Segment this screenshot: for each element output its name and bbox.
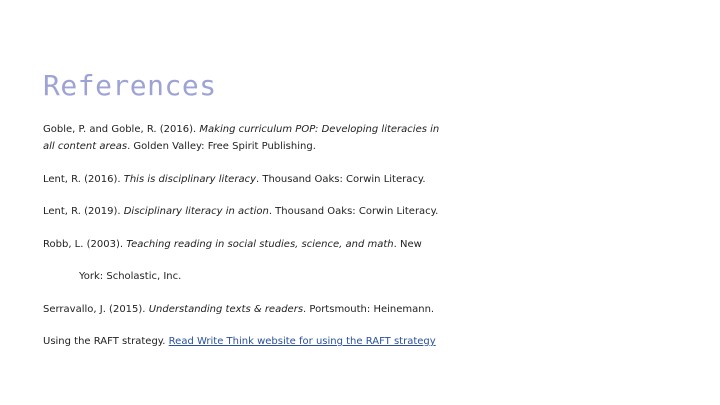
- reference-goble-title-part2: all content areas: [43, 141, 128, 152]
- reference-lent-2019: [43, 203, 438, 221]
- reference-goble-prefix: Goble, P. and Goble, R. (2016).: [43, 124, 197, 135]
- reference-robb-line1: [43, 236, 422, 254]
- reference-raft-prefix: Using the RAFT strategy.: [43, 336, 166, 347]
- reference-serravallo: [43, 301, 434, 319]
- reference-lent-2016-suffix: . Thousand Oaks: Corwin Literacy.: [256, 174, 426, 185]
- reference-lent-2019-suffix: . Thousand Oaks: Corwin Literacy.: [268, 206, 439, 217]
- reference-serravallo-prefix: Serravallo, J. (2015).: [43, 304, 146, 315]
- reference-goble-line1: [43, 121, 439, 139]
- reference-robb-title: Teaching reading in social studies, science, and math: [126, 239, 394, 250]
- reference-lent-2019-title: Disciplinary literacy in action: [123, 206, 269, 217]
- reference-raft: [43, 333, 436, 351]
- reference-goble-suffix: . Golden Valley: Free Spirit Publishing.: [127, 141, 316, 152]
- reference-goble-line2: [43, 138, 316, 156]
- reference-lent-2016-prefix: Lent, R. (2016).: [43, 174, 121, 185]
- reference-goble-title-part1: Making curriculum POP: Developing literacies in: [199, 124, 440, 135]
- reference-lent-2019-prefix: Lent, R. (2019).: [43, 206, 121, 217]
- reference-serravallo-title: Understanding texts & readers: [148, 304, 304, 315]
- reference-lent-2016-title: This is disciplinary literacy: [123, 174, 256, 185]
- reference-robb-line2: York: Scholastic, Inc.: [79, 271, 182, 282]
- raft-strategy-link[interactable]: Read Write Think website for using the RAFT strategy: [168, 336, 436, 347]
- page-title: References: [43, 69, 217, 102]
- reference-serravallo-suffix: . Portsmouth: Heinemann.: [303, 304, 435, 315]
- reference-robb-suffix: . New: [393, 239, 422, 250]
- reference-lent-2016: [43, 171, 426, 189]
- reference-robb-prefix: Robb, L. (2003).: [43, 239, 124, 250]
